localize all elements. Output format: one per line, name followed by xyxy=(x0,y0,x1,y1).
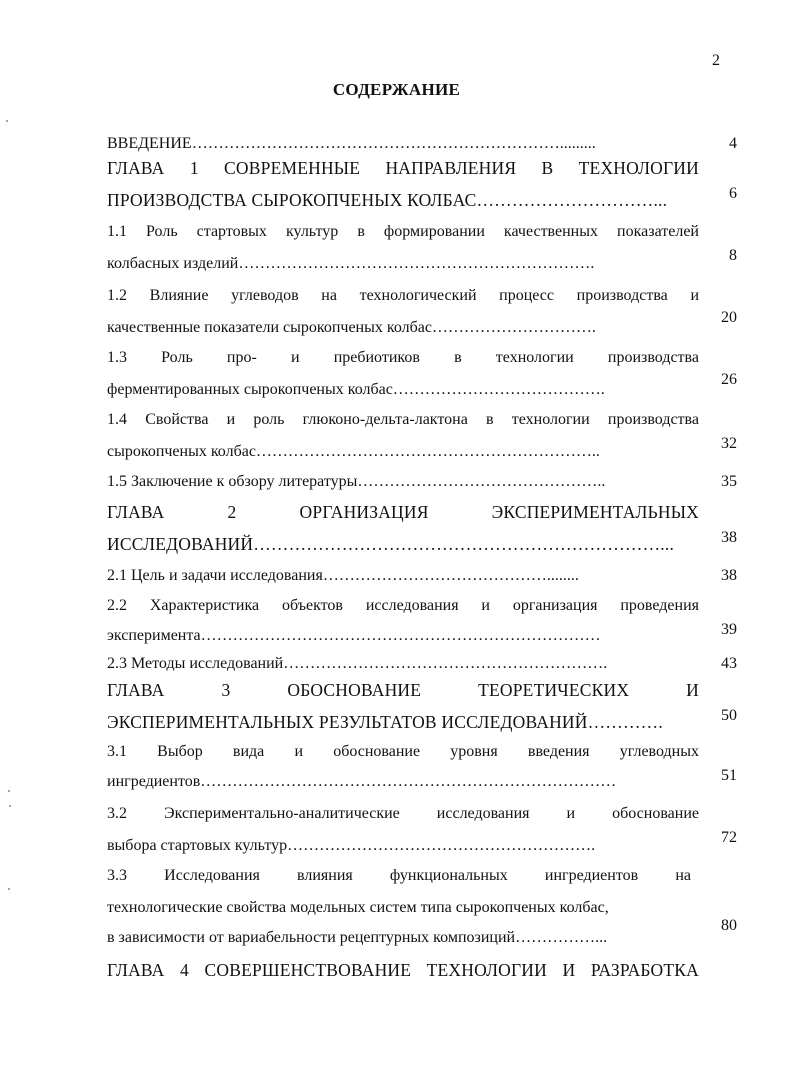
toc-page-number: 72 xyxy=(721,829,737,846)
toc-line: 1.4 Свойства и роль глюконо-дельта-лактона в технологии производства xyxy=(107,411,699,428)
scan-speck xyxy=(8,790,10,792)
toc-line: 1.3 Роль про- и пребиотиков в технологии производства xyxy=(107,349,699,366)
toc-line: ГЛАВА 3 ОБОСНОВАНИЕ ТЕОРЕТИЧЕСКИХ И xyxy=(107,680,699,700)
toc-line: сырокопченых колбас……………………………………………………….. xyxy=(107,443,600,460)
toc-page-number: 8 xyxy=(729,247,737,264)
toc-line: 3.1 Выбор вида и обоснование уровня введения углеводных xyxy=(107,743,699,760)
toc-page-number: 80 xyxy=(721,917,737,934)
toc-line: ГЛАВА 4 СОВЕРШЕНСТВОВАНИЕ ТЕХНОЛОГИИ И РАЗРАБОТКА xyxy=(107,960,699,980)
scan-speck xyxy=(9,805,11,807)
toc-line: 2.3 Методы исследований……………………………………………………. xyxy=(107,655,608,672)
toc-page-number: 38 xyxy=(721,567,737,584)
toc-line: ПРОИЗВОДСТВА СЫРОКОПЧЕНЫХ КОЛБАС…………………………... xyxy=(107,190,668,210)
toc-line: 3.2 Экспериментально-аналитические исследования и обоснование xyxy=(107,805,699,822)
toc-line: колбасных изделий…………………………………………………………. xyxy=(107,255,595,272)
toc-page-number: 35 xyxy=(721,473,737,490)
toc-line: ферментированных сырокопченых колбас…………………………………. xyxy=(107,381,605,398)
toc-line: 1.5 Заключение к обзору литературы……………………………………….. xyxy=(107,473,606,490)
toc-page-number: 26 xyxy=(721,371,737,388)
toc-line: ГЛАВА 1 СОВРЕМЕННЫЕ НАПРАВЛЕНИЯ В ТЕХНОЛОГИИ xyxy=(107,158,699,178)
toc-line: ГЛАВА 2 ОРГАНИЗАЦИЯ ЭКСПЕРИМЕНТАЛЬНЫХ xyxy=(107,502,699,522)
scan-speck xyxy=(8,888,10,890)
toc-line: в зависимости от вариабельности рецептурных композиций……………... xyxy=(107,929,608,946)
toc-page-number: 4 xyxy=(729,135,737,152)
toc-page-number: 39 xyxy=(721,621,737,638)
toc-line: 2.2 Характеристика объектов исследования и организация проведения xyxy=(107,597,699,614)
toc-line: технологические свойства модельных систем типа сырокопченых колбас, xyxy=(107,899,609,916)
toc-page-number: 50 xyxy=(721,707,737,724)
toc-line: выбора стартовых культур…………………………………………………. xyxy=(107,837,596,854)
toc-line: 1.1 Роль стартовых культур в формировании качественных показателей xyxy=(107,223,699,240)
toc-page-number: 6 xyxy=(729,185,737,202)
page-title: СОДЕРЖАНИЕ xyxy=(332,80,461,99)
toc-line: качественные показатели сырокопченых колбас…………………………. xyxy=(107,319,596,336)
toc-page-number: 51 xyxy=(721,767,737,784)
toc-line: ВВЕДЕНИЕ……………………………………………………………......... xyxy=(107,135,596,152)
toc-line: ингредиентов…………………………………………………………………… xyxy=(107,773,617,790)
toc-page-number: 32 xyxy=(721,435,737,452)
toc-line: 1.2 Влияние углеводов на технологический процесс производства и xyxy=(107,287,699,304)
scan-speck xyxy=(6,120,8,122)
toc-page-number: 20 xyxy=(721,309,737,326)
toc-line: ЭКСПЕРИМЕНТАЛЬНЫХ РЕЗУЛЬТАТОВ ИССЛЕДОВАНИЙ…………. xyxy=(107,712,663,732)
toc-page-number: 43 xyxy=(721,655,737,672)
toc-line: ИССЛЕДОВАНИЙ……………………………………………………………... xyxy=(107,534,675,554)
toc-page-number: 38 xyxy=(721,529,737,546)
toc-line: 3.3 Исследования влияния функциональных ингредиентов на xyxy=(107,867,691,884)
page-number: 2 xyxy=(712,52,720,69)
toc-line: 2.1 Цель и задачи исследования……………………………………........ xyxy=(107,567,579,584)
toc-line: эксперимента………………………………………………………………… xyxy=(107,627,601,644)
